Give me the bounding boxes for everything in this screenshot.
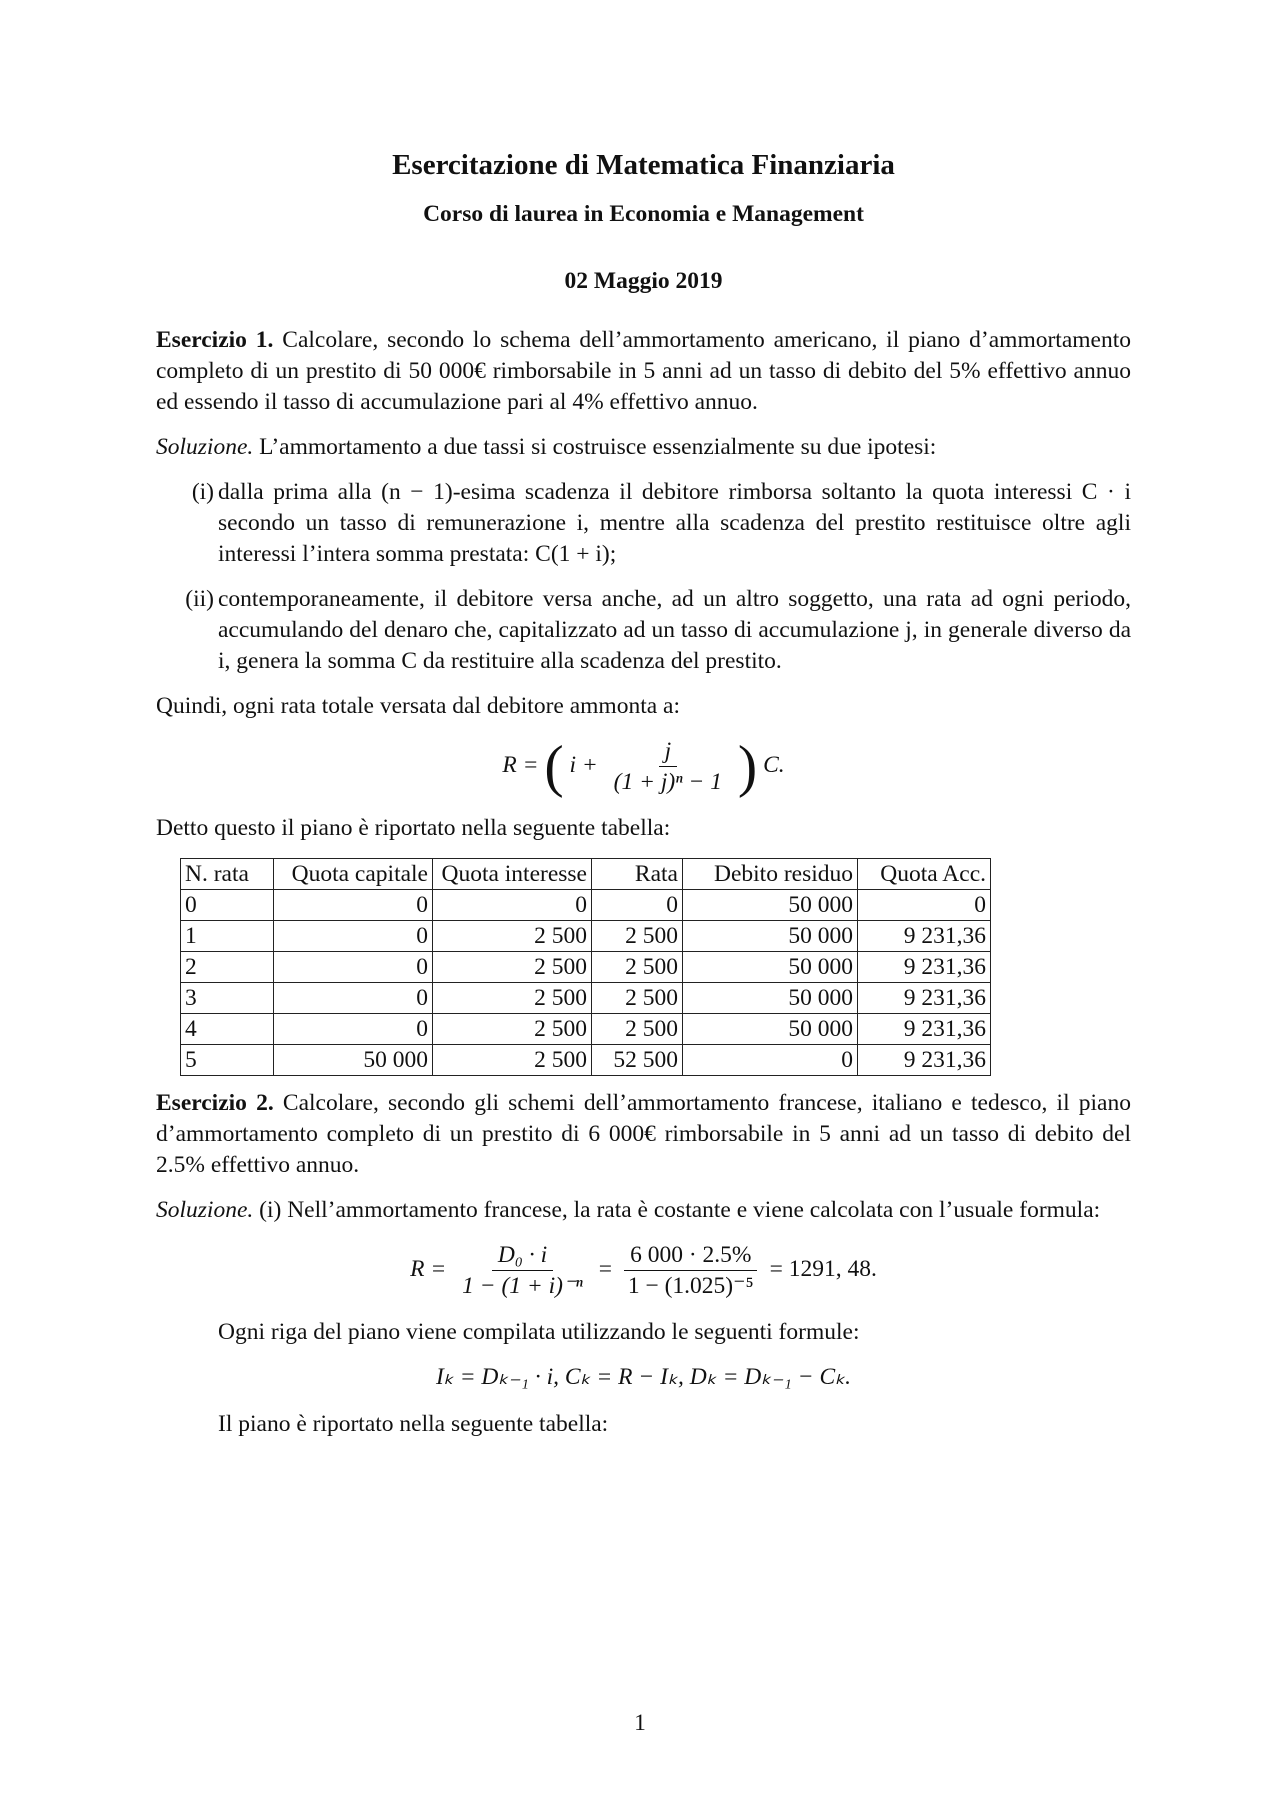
hypothesis-list [156,477,1131,677]
cell-quota-acc: 9 231,36 [858,983,991,1014]
cell-rata: 52 500 [592,1045,683,1076]
exercise-2 [156,1088,1131,1181]
cell-n-rata: 3 [181,983,274,1014]
table-row [181,983,991,1014]
document-subtitle: Corso di laurea in Economia e Management [423,201,864,227]
row-formulas: Iₖ = Dₖ₋₁ · i, Cₖ = R − Iₖ, Dₖ = Dₖ₋₁ − Cₖ. [435,1364,852,1390]
table-header-row [181,859,991,890]
document-title: Esercitazione di Matematica Finanziaria [392,149,895,181]
cell-n-rata: 2 [181,952,274,983]
exercise-2-label: Esercizio 2. [156,1090,274,1116]
cell-quota-interesse: 0 [433,890,592,921]
cell-rata: 0 [592,890,683,921]
formula-fraction-symbolic [456,1240,589,1301]
cell-quota-acc: 9 231,36 [858,921,991,952]
cell-quota-capitale: 0 [274,983,433,1014]
table-row [181,890,991,921]
cell-rata: 2 500 [592,1014,683,1045]
formula-lhs: R = [410,1255,447,1282]
cell-quota-acc: 0 [858,890,991,921]
formula-fraction [608,736,728,797]
cell-debito-residuo: 50 000 [683,921,858,952]
fraction-numerator: D₀ · i [492,1240,553,1271]
list-item-text: dalla prima alla (n − 1)-esima scadenza il debitore rimborsa soltanto la quota interessi C · i secondo un tasso di remunerazione i, mentre alla scadenza del prestito restituisce oltre agli interessi l’intera somma prestata: C(1 + i); [218,479,1131,567]
cell-quota-interesse: 2 500 [433,983,592,1014]
header-quota-interesse: Quota interesse [433,859,592,890]
cell-quota-interesse: 2 500 [433,1045,592,1076]
ogni-text: Ogni riga del piano viene compilata utilizzando le seguenti formule: [218,1319,860,1345]
header-n-rata: N. rata [181,859,274,890]
cell-debito-residuo: 50 000 [683,952,858,983]
solution-2-label: Soluzione. [156,1197,254,1223]
list-item-number: (ii) [185,586,214,612]
cell-rata: 2 500 [592,952,683,983]
cell-quota-capitale: 0 [274,952,433,983]
cell-quota-acc: 9 231,36 [858,1014,991,1045]
cell-rata: 2 500 [592,983,683,1014]
cell-n-rata: 4 [181,1014,274,1045]
table-row [181,952,991,983]
cell-n-rata: 1 [181,921,274,952]
right-paren: ) [737,733,758,799]
header-rata: Rata [592,859,683,890]
cell-quota-interesse: 2 500 [433,921,592,952]
cell-quota-capitale: 0 [274,1014,433,1045]
quindi-text: Quindi, ogni rata totale versata dal debitore ammonta a: [156,693,680,719]
fraction-denominator: 1 − (1.025)⁻⁵ [627,1273,754,1299]
cell-quota-capitale: 0 [274,921,433,952]
header-quota-acc: Quota Acc. [858,859,991,890]
solution-1-intro [156,432,1131,463]
cell-rata: 2 500 [592,921,683,952]
detto-text: Detto questo il piano è riportato nella seguente tabella: [156,815,671,841]
solution-2-intro [156,1195,1131,1226]
exercise-2-text: Calcolare, secondo gli schemi dell’ammortamento francese, italiano e tedesco, il piano d’ammortamento completo di un prestito di 6 000€ rimborsabile in 5 anni ad un tasso di debito del 2.5% effettivo annuo. [156,1090,1131,1178]
table-row [181,1014,991,1045]
solution-1-intro-text: L’ammortamento a due tassi si costruisce essenzialmente su due ipotesi: [259,434,937,460]
cell-debito-residuo: 50 000 [683,1014,858,1045]
exercise-1-label: Esercizio 1. [156,327,274,353]
exercise-1-text: Calcolare, secondo lo schema dell’ammortamento americano, il piano d’ammortamento completo di un prestito di 50 000€ rimborsabile in 5 anni ad un tasso di debito del 5% effettivo annuo ed essendo il tasso di accumulazione pari al 4% effettivo annuo. [156,327,1132,415]
solution-1-label: Soluzione. [156,434,254,460]
table-row [181,921,991,952]
header-debito-residuo: Debito residuo [683,859,858,890]
formula-fraction-numeric [622,1240,760,1301]
fraction-denominator: 1 − (1 + i)⁻ⁿ [462,1273,583,1299]
cell-quota-capitale: 0 [274,890,433,921]
list-item-number: (i) [191,479,214,505]
cell-quota-interesse: 2 500 [433,952,592,983]
formula-left: i + [569,751,598,778]
list-item [156,584,1131,677]
list-item-text: contemporaneamente, il debitore versa anche, ad un altro soggetto, una rata ad ogni periodo, accumulando del denaro che, capitalizzato ad un tasso di accumulazione j, in generale diverso da i, genera la somma C da restituire alla scadenza del prestito. [218,586,1131,674]
header-quota-capitale: Quota capitale [274,859,433,890]
cell-quota-capitale: 50 000 [274,1045,433,1076]
cell-quota-acc: 9 231,36 [858,952,991,983]
list-item [156,477,1131,570]
cell-n-rata: 5 [181,1045,274,1076]
rata-formula [156,733,1131,799]
solution-2-text: (i) Nell’ammortamento francese, la rata è costante e viene calcolata con l’usuale formula: [259,1197,1101,1223]
fraction-numerator: j [659,736,678,767]
formula-result: = 1291, 48. [769,1255,877,1282]
cell-debito-residuo: 0 [683,1045,858,1076]
formula-tail: C. [763,751,785,778]
amortization-table [180,858,991,1076]
piano-text: Il piano è riportato nella seguente tabella: [218,1411,609,1437]
exercise-1 [156,325,1131,418]
page-number: 1 [634,1710,646,1736]
left-paren: ( [544,733,564,799]
cell-debito-residuo: 50 000 [683,983,858,1014]
cell-debito-residuo: 50 000 [683,890,858,921]
cell-quota-acc: 9 231,36 [858,1045,991,1076]
page-content [156,150,1131,1454]
fraction-numerator: 6 000 · 2.5% [624,1240,757,1271]
table-row [181,1045,991,1076]
fraction-denominator: (1 + j)ⁿ − 1 [613,769,722,795]
document-date: 02 Maggio 2019 [564,268,723,294]
formula-lhs: R = [502,751,539,778]
formula-equals: = [598,1255,612,1282]
cell-n-rata: 0 [181,890,274,921]
french-rata-formula [156,1240,1131,1301]
cell-quota-interesse: 2 500 [433,1014,592,1045]
